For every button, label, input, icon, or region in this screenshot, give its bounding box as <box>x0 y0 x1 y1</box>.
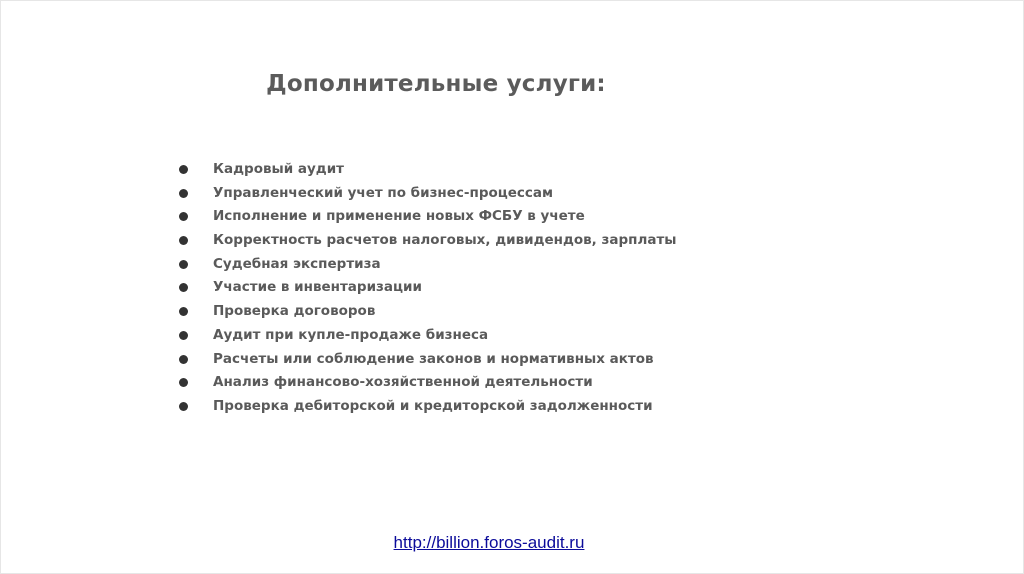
bullet-icon <box>179 307 188 316</box>
slide-title: Дополнительные услуги: <box>266 71 606 97</box>
list-item-text: Корректность расчетов налоговых, дивидендов, зарплаты <box>213 232 677 249</box>
bullet-icon <box>179 260 188 269</box>
bullet-icon <box>179 355 188 364</box>
list-item-text: Проверка дебиторской и кредиторской задолженности <box>213 397 653 414</box>
list-item <box>179 300 676 324</box>
list-item <box>179 253 676 277</box>
bullet-icon <box>179 236 188 245</box>
bullet-icon <box>179 189 188 198</box>
bullet-icon <box>179 378 188 387</box>
list-item-text: Анализ финансово-хозяйственной деятельности <box>213 374 593 391</box>
bullet-icon <box>179 212 188 221</box>
bullet-icon <box>179 331 188 340</box>
list-item-text: Исполнение и применение новых ФСБУ в учете <box>213 208 585 225</box>
list-item <box>179 182 676 206</box>
list-item <box>179 371 676 395</box>
list-item-text: Расчеты или соблюдение законов и нормативных актов <box>213 350 654 367</box>
list-item <box>179 348 676 372</box>
list-item <box>179 324 676 348</box>
list-item-text: Управленческий учет по бизнес-процессам <box>213 184 554 201</box>
bullet-icon <box>179 283 188 292</box>
list-item <box>179 158 676 182</box>
list-item-text: Проверка договоров <box>213 303 376 320</box>
list-item <box>179 205 676 229</box>
list-item <box>179 395 676 419</box>
bullet-icon <box>179 402 188 411</box>
list-item-text: Кадровый аудит <box>213 161 344 177</box>
website-link[interactable]: http://billion.foros-audit.ru <box>393 533 585 552</box>
list-item-text: Участие в инвентаризации <box>213 279 422 296</box>
list-item <box>179 276 676 300</box>
services-list <box>179 158 676 419</box>
list-item-text: Судебная экспертиза <box>213 255 381 272</box>
bullet-icon <box>179 165 188 174</box>
list-item-text: Аудит при купле-продаже бизнеса <box>213 326 489 343</box>
list-item <box>179 229 676 253</box>
